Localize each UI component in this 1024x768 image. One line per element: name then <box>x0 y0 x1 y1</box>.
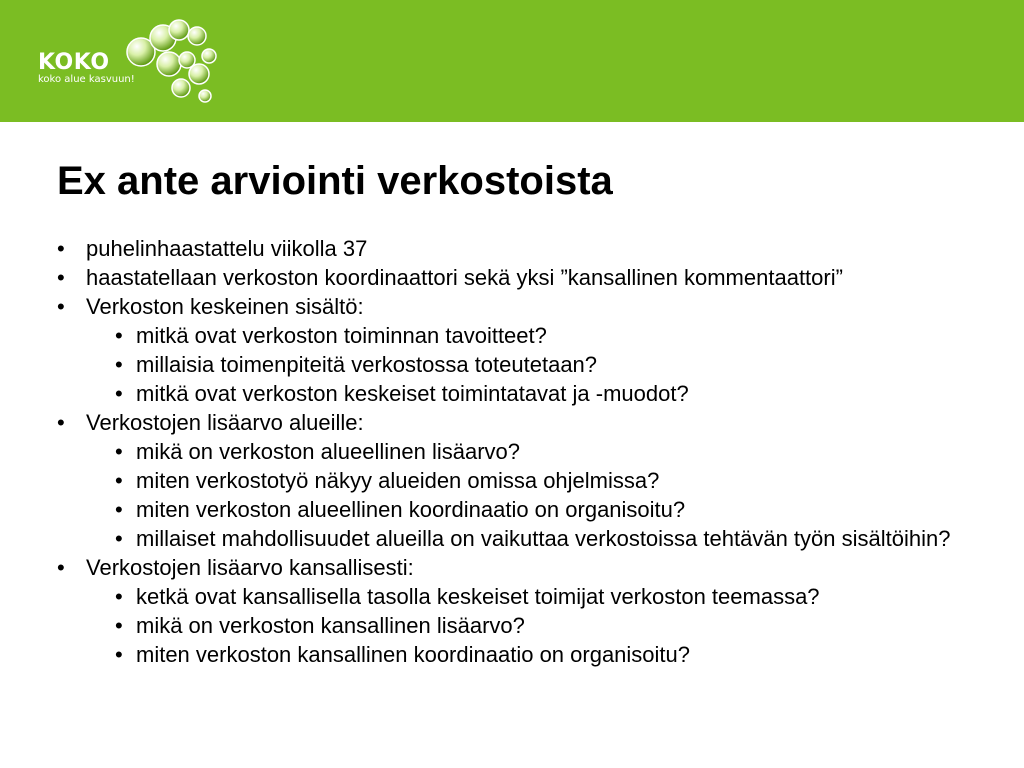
bullet-text: mitkä ovat verkoston keskeiset toimintatavat ja -muodot? <box>136 381 689 406</box>
bullet-text: Verkostojen lisäarvo alueille: <box>86 410 364 435</box>
bullet-text: miten verkoston kansallinen koordinaatio on organisoitu? <box>136 642 691 667</box>
logo-wordmark: KOKO <box>38 50 110 75</box>
logo-tagline: koko alue kasvuun! <box>38 74 135 85</box>
bullet-marker: • <box>115 497 123 522</box>
header-bar <box>0 0 1024 122</box>
bullet-marker: • <box>115 526 123 551</box>
slide-title: Ex ante arviointi verkostoista <box>57 159 613 203</box>
bullet-marker: • <box>57 236 65 261</box>
bullet-text: ketkä ovat kansallisella tasolla keskeiset toimijat verkoston teemassa? <box>136 584 820 609</box>
bullet-text: mitkä ovat verkoston toiminnan tavoitteet? <box>136 323 547 348</box>
bullet-item <box>57 267 997 289</box>
bullet-marker: • <box>57 265 65 290</box>
bullet-marker: • <box>115 642 123 667</box>
bullet-marker: • <box>115 439 123 464</box>
bullet-text: haastatellaan verkoston koordinaattori sekä yksi ”kansallinen kommentaattori” <box>86 265 843 290</box>
bullet-text: millaiset mahdollisuudet alueilla on vaikuttaa verkostoissa tehtävän työn sisältöihin? <box>136 526 951 551</box>
sub-bullet-item <box>57 528 997 550</box>
bullet-item <box>57 238 997 260</box>
bullet-marker: • <box>57 410 65 435</box>
bullet-item <box>57 296 997 318</box>
sub-bullet-item <box>57 615 997 637</box>
bullet-marker: • <box>115 352 123 377</box>
bullet-text: Verkoston keskeinen sisältö: <box>86 294 364 319</box>
bullet-text: mikä on verkoston alueellinen lisäarvo? <box>136 439 520 464</box>
logo-bubbles-icon <box>125 16 225 104</box>
bullet-item <box>57 557 997 579</box>
bullet-marker: • <box>115 381 123 406</box>
sub-bullet-item <box>57 499 997 521</box>
bullet-text: Verkostojen lisäarvo kansallisesti: <box>86 555 414 580</box>
sub-bullet-item <box>57 441 997 463</box>
sub-bullet-item <box>57 470 997 492</box>
bullet-marker: • <box>57 294 65 319</box>
bullet-list <box>57 238 997 666</box>
bullet-marker: • <box>115 468 123 493</box>
bullet-text: mikä on verkoston kansallinen lisäarvo? <box>136 613 525 638</box>
sub-bullet-item <box>57 325 997 347</box>
bullet-text: millaisia toimenpiteitä verkostossa toteutetaan? <box>136 352 598 377</box>
sub-bullet-item <box>57 586 997 608</box>
sub-bullet-item <box>57 354 997 376</box>
bullet-item <box>57 412 997 434</box>
bullet-text: miten verkostotyö näkyy alueiden omissa ohjelmissa? <box>136 468 660 493</box>
bullet-text: miten verkoston alueellinen koordinaatio on organisoitu? <box>136 497 686 522</box>
bullet-text: puhelinhaastattelu viikolla 37 <box>86 236 368 261</box>
bullet-marker: • <box>57 555 65 580</box>
sub-bullet-item <box>57 644 997 666</box>
bullet-marker: • <box>115 613 123 638</box>
bullet-marker: • <box>115 584 123 609</box>
bullet-marker: • <box>115 323 123 348</box>
sub-bullet-item <box>57 383 997 405</box>
